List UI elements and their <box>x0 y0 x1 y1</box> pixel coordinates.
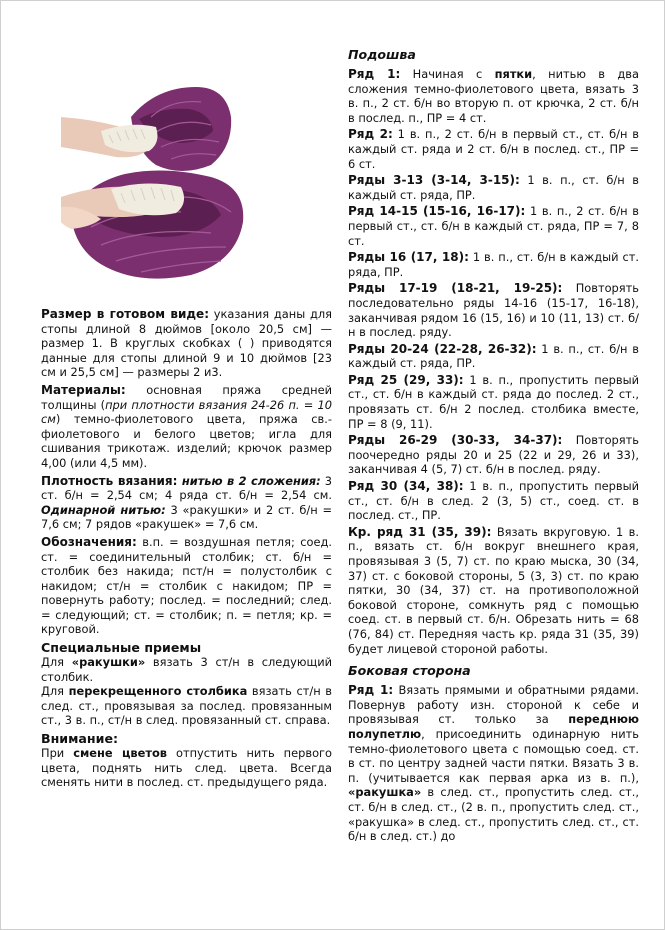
sole-row <box>348 433 639 477</box>
row-text: в след. ст., пропустить след. ст., ст. б/н в след. ст., (2 в. п., пропустить след. ст., «ракушка» в след. ст., пропустить след. ст., ст. б/н в след. ст.) до <box>348 785 639 844</box>
special-paragraph-2 <box>41 684 332 728</box>
sole-row <box>348 250 639 279</box>
size-text: указания даны для стопы длиной 8 дюймов [около 20,5 см] — размер 1. В круглых скобках ( ) приводятся данные для стопы длиной 9 и 10 дюймов [23 см и 25,5 см] — размеры 2 и3. <box>41 307 332 380</box>
special-p1-c: вязать 3 ст/н в следующий столбик. <box>41 655 332 684</box>
attention-c: отпустить нить первого цвета, поднять нить след. цвета. Всегда сменять нити в послед. ст. предыдущего ряда. <box>41 746 332 790</box>
row-label: Ряд 25 (29, 33): <box>348 372 464 387</box>
size-paragraph <box>41 307 332 380</box>
row-text: Вязать прямыми и обратными рядами. Повернув работу изн. стороной к себе и провязывая ст. только за <box>348 683 639 727</box>
row-text: Повторять поочередно ряды 20 и 25 (22 и 29, 26 и 33), заканчивая 4 (5, 7) ст. б/н в послед. ряду. <box>348 433 639 477</box>
materials-italic: при плотности вязания 24-26 п. = 10 см <box>41 397 332 427</box>
sole-row <box>348 281 639 339</box>
row-text: 1 в. п., ст. б/н в каждый ст. ряда, ПР. <box>348 250 639 279</box>
row-text: 1 в. п., 2 ст. б/н в первый ст., ст. б/н в каждый ст. ряда, ПР = 7, 8 ст. <box>348 204 640 248</box>
row-label: Ряд 1: <box>348 683 394 698</box>
special-title: Специальные приемы <box>41 640 202 656</box>
row-label: Ряды 16 (17, 18): <box>348 250 469 265</box>
abbrev-paragraph <box>41 535 332 637</box>
row-text: Вязать вкруговую. 1 в. п., вязать ст. б/н вокруг внешнего края, провязывая 3 (5, 7) ст. по краю мыска, 30 (34, 37) ст. с боковой стороны, 5 (3, 3) ст. по краю пятки, 30 (34, 37) ст. на противоположной боковой стороне, сомкнуть ряд с помощью соед. ст. в первый ст. б/н. Обрезать нить = 68 (76, 84) ст. Передняя часть кр. ряда 31 (35, 39) будет лицевой стороной работы. <box>348 524 639 656</box>
row-text: 1 в. п., ст. б/н в каждый ст. ряда, ПР. <box>348 341 639 371</box>
gauge-italic-2: Одинарной нитью: <box>41 502 166 517</box>
row-text: , присоединить одинарную нить темно-фиолетового цвета с помощью соед. ст. в ст. по центру задней части пятки. Вязать 3 в. п. (учитывается как первая арка из в. п.), <box>348 726 639 785</box>
sole-rows <box>348 67 639 656</box>
row-text: 1 в. п., ст. б/н в каждый ст. ряда, ПР. <box>348 173 639 202</box>
sole-row <box>348 525 639 656</box>
special-p1-a: Для <box>41 655 72 670</box>
row-text: Повторять последовательно ряды 14-16 (15-17, 16-18), заканчивая рядом 16 (15, 16) и 10 (11, 13) ст. б/н в послед. ряду. <box>348 281 639 340</box>
row-label: Ряд 2: <box>348 127 393 142</box>
row-label: Ряд 30 (34, 38): <box>348 479 464 494</box>
row-label: Ряды 26-29 (30-33, 34-37): <box>348 433 563 448</box>
gauge-label: Плотность вязания: <box>41 473 178 488</box>
sole-row <box>348 67 639 125</box>
row-label: Ряд 14-15 (15-16, 16-17): <box>348 204 526 219</box>
size-label: Размер в готовом виде: <box>41 307 209 321</box>
row-label: Ряды 3-13 (3-14, 3-15): <box>348 173 520 188</box>
row-text: , нитью в два сложения темно-фиолетового цвета, вязать 3 в. п., 2 ст. б/н во вторую п. от крючка, 2 ст. б/н в послед. п., ПР = 4 ст. <box>348 67 639 125</box>
abbrev-text: в.п. = воздушная петля; соед. ст. = соединительный столбик; ст. б/н = столбик без накида; пст/н = полустолбик с накидом; ст/н = столбик с накидом; ПР = повернуть работу; послед. = последний; след. = следующий; ст. = столбик; п. = петля; кр. = круговой. <box>41 534 332 637</box>
gauge-text-1: 3 ст. б/н = 2,54 см; 4 ряда ст. б/н = 2,54 см. <box>41 473 332 503</box>
gauge-italic-1: нитью в 2 сложения: <box>177 473 321 488</box>
special-p2-a: Для <box>41 684 69 699</box>
materials-paragraph <box>41 383 332 471</box>
materials-text-2: ) темно-фиолетового цвета, пряжа св.-фиолетового и белого цветов; игла для сшивания трикотаж. изделий; крючок размер 4,00 (или 4,5 мм). <box>41 412 332 470</box>
row-text: 1 в. п., пропустить первый ст., ст. б/н в каждый ст. ряда до послед. 2 ст., провязать ст. б/н 2 послед. столбика вместе, ПР = 8 (9, 11). <box>348 372 639 431</box>
gauge-paragraph <box>41 474 332 532</box>
sole-row <box>348 373 639 431</box>
sole-row <box>348 479 639 523</box>
left-blocks <box>41 307 332 790</box>
row-text: «ракушка» <box>348 785 422 800</box>
sole-row <box>348 173 639 202</box>
row-label: Кр. ряд 31 (35, 39): <box>348 524 492 539</box>
right-blocks <box>348 45 639 846</box>
side-rows <box>348 683 639 844</box>
attention-paragraph <box>41 746 332 790</box>
sole-row <box>348 342 639 371</box>
knitted-slippers-photo-icon <box>61 47 269 303</box>
special-p2-c: вязать ст/н в след. ст., провязывая за послед. провязанным ст., 3 в. п., ст/н в след. провязанный ст. справа. <box>41 684 332 728</box>
materials-text-1: основная пряжа средней толщины ( <box>41 382 332 412</box>
row-label: Ряды 17-19 (18-21, 19-25): <box>348 281 563 296</box>
materials-label: Материалы: <box>41 382 126 397</box>
gauge-text-2: 3 «ракушки» и 2 ст. б/н = 7,6 см; 7 рядов «ракушек» = 7,6 см. <box>41 502 332 532</box>
attention-b: смене цветов <box>73 746 167 761</box>
sole-title: Подошва <box>348 47 416 62</box>
sole-row <box>348 204 639 248</box>
abbrev-label: Обозначения: <box>41 534 137 549</box>
row-text: 1 в. п., пропустить первый ст., ст. б/н в след. 2 (3, 5) ст., соед. ст. в послед. ст., ПР. <box>348 479 639 523</box>
side-title: Боковая сторона <box>348 663 471 679</box>
row-label: Ряд 1: <box>348 67 401 81</box>
attention-a: При <box>41 746 74 761</box>
special-paragraph-1 <box>41 655 332 684</box>
row-text: 1 в. п., 2 ст. б/н в первый ст., ст. б/н в каждый ст. ряда и 2 ст. б/н в послед. ст., ПР = 6 ст. <box>348 127 639 171</box>
special-p1-b: «ракушки» <box>71 655 146 670</box>
side-row <box>348 683 639 844</box>
row-text: Начиная с <box>400 67 495 81</box>
attention-title: Внимание: <box>41 731 119 747</box>
row-text: переднюю полупетлю <box>348 712 639 741</box>
special-p2-b: перекрещенного столбика <box>68 684 248 699</box>
row-text: пятки <box>494 67 533 81</box>
sole-row <box>348 127 639 171</box>
row-label: Ряды 20-24 (22-28, 26-32): <box>348 341 537 356</box>
